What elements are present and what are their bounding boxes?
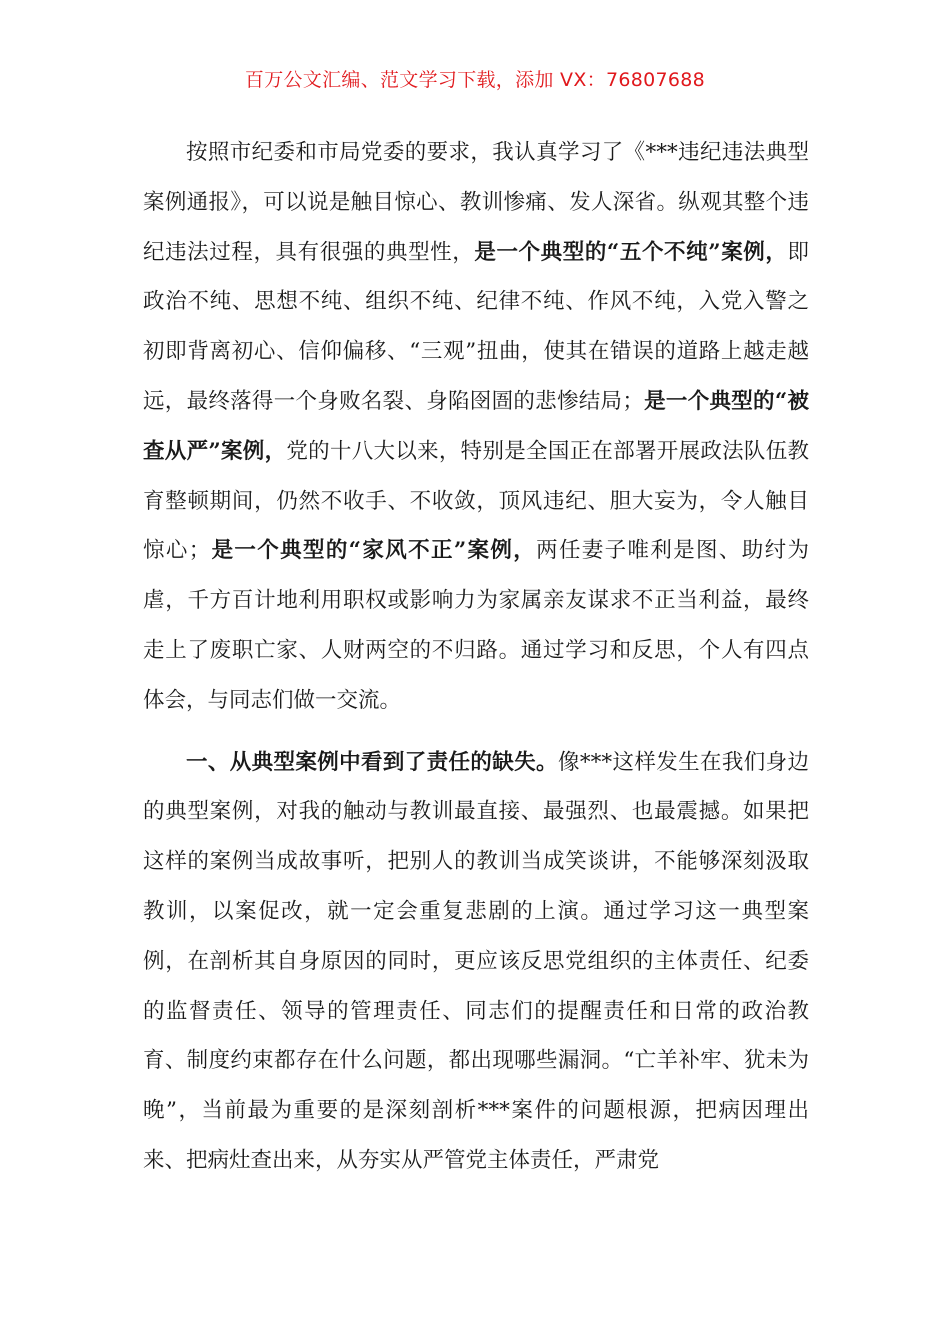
section-heading: 一、从典型案例中看到了责任的缺失。 [186,749,558,775]
paragraph-text: 按照市纪委和市局党委的要求，我认真学习了《***违纪违法典型案例通报》，可以说是触目惊心、教训惨痛、发人深省。纵观其整个违纪违法过程，具有很强的典型性， [143,140,809,265]
paragraph-text: 像***这样发生在我们身边的典型案例，对我的触动与教训最直接、最强烈、也最震撼。如果把这样的案例当成故事听，把别人的教训当成笑谈讲，不能够深刻汲取教训，以案促改，就一定会重复悲剧的上演。通过学习这一典型案例，在剖析其自身原因的同时，更应该反思党组织的主体责任、纪委的监督责任、领导的管理责任、同志们的提醒责任和日常的政治教育、制度约束都存在什么问题，都出现哪些漏洞。“亡羊补牢、犹未为晚”，当前最为重要的是深刻剖析***案件的问题根源，把病因理出来、把病灶查出来，从夯实从严管党主体责任，严肃党 [143,749,809,1173]
bold-phrase: 是一个典型的“五个不纯”案例， [474,239,788,265]
paragraph-text: 即政治不纯、思想不纯、组织不纯、纪律不纯、作风不纯，入党入警之初即背离初心、信仰偏移、“三观”扭曲，使其在错误的道路上越走越远，最终落得一个身败名裂、身陷囹圄的悲惨结局； [143,239,809,414]
paragraph-text: 两任妻子唯利是图、助纣为虐，千方百计地利用职权或影响力为家属亲友谋求不正当利益，最终走上了废职亡家、人财两空的不归路。通过学习和反思，个人有四点体会，与同志们做一交流。 [143,538,809,713]
header-banner: 百万公文汇编、范文学习下载，添加 VX：76807688 [244,69,706,91]
bold-phrase: 是一个典型的“被查从严”案例， [143,388,809,464]
paragraph-section-one [143,738,809,1186]
paragraph-intro [143,128,809,726]
paragraph-text: 党的十八大以来，特别是全国正在部署开展政法队伍教育整顿期间，仍然不收手、不收敛，顶风违纪、胆大妄为，令人触目惊心； [143,438,809,564]
document-body [143,128,809,1186]
bold-phrase: 是一个典型的“家风不正”案例， [210,538,537,564]
